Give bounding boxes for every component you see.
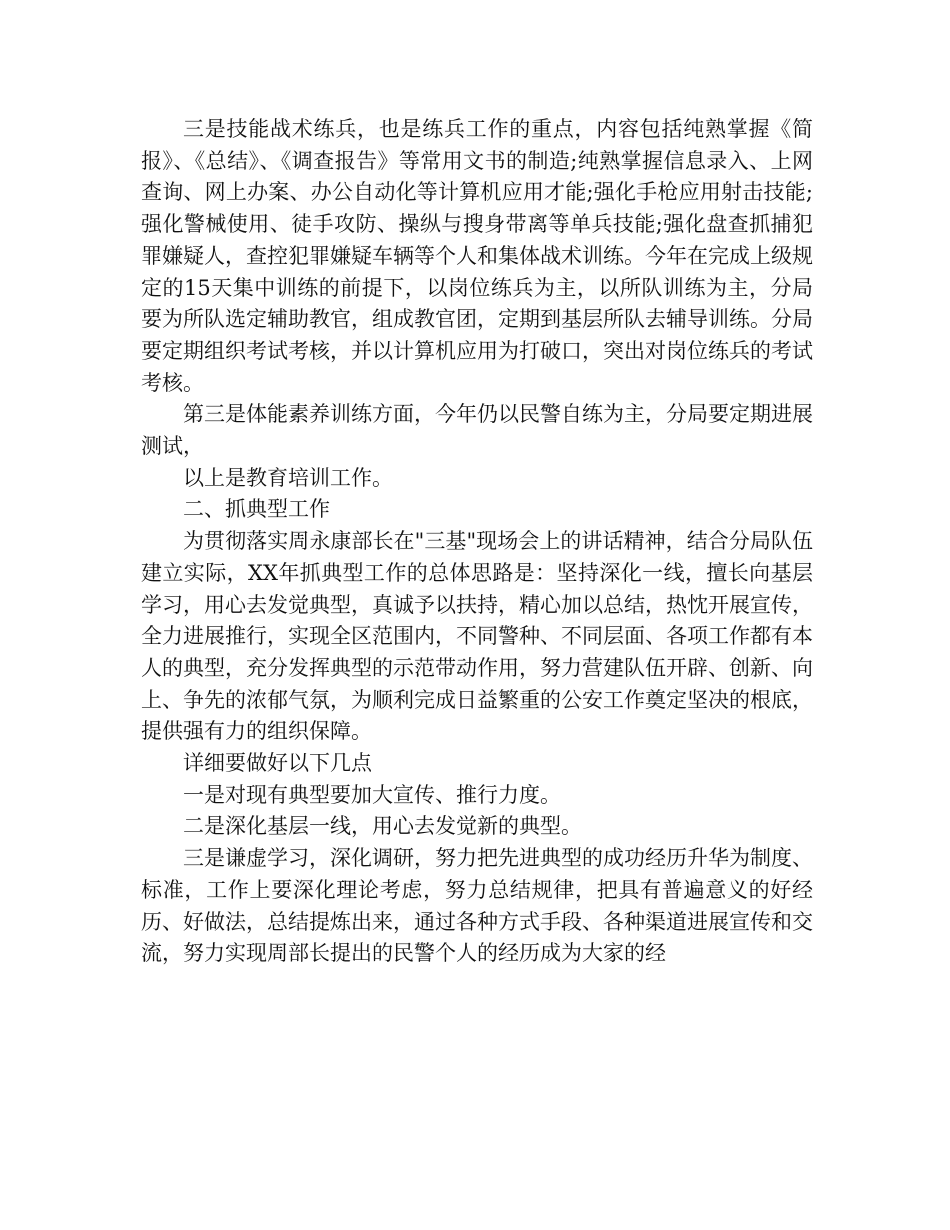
paragraph-skills-training: 三是技能战术练兵，也是练兵工作的重点，内容包括纯熟掌握《简报》、《总结》、《调查报告》等常用文书的制造;纯熟掌握信息录入、上网查询、网上办案、办公自动化等计算机应用才能;强化手枪应用射击技能;强化警械使用、徒手攻防、操纵与搜身带离等单兵技能;强化盘查抓捕犯罪嫌疑人，查控犯罪嫌疑车辆等个人和集体战术训练。今年在完成上级规定的15天集中训练的前提下，以岗位练兵为主，以所队训练为主，分局要为所队选定辅助教官，组成教官团，定期到基层所队去辅导训练。分局要定期组织考试考核，并以计算机应用为打破口，突出对岗位练兵的考试考核。	[141, 117, 813, 395]
section-heading-typical-work: 二、抓典型工作	[183, 497, 330, 522]
paragraph-physical-training: 第三是体能素养训练方面，今年仍以民警自练为主，分局要定期进展测试，	[141, 402, 813, 459]
paragraph-point-two: 二是深化基层一线，用心去发觉新的典型。	[183, 814, 582, 839]
paragraph-point-three: 三是谦虚学习，深化调研，努力把先进典型的成功经历升华为制度、标准，工作上要深化理论考虑，努力总结规律，把具有普遍意义的好经历、好做法，总结提炼出来，通过各种方式手段、各种渠道进展宣传和交流，努力实现周部长提出的民警个人的经历成为大家的经	[141, 846, 813, 966]
paragraph-typical-work-overview: 为贯彻落实周永康部长在"三基"现场会上的讲话精神，结合分局队伍建立实际，XX年抓典型工作的总体思路是：坚持深化一线，擅长向基层学习，用心去发觉典型，真诚予以扶持，精心加以总结，热忱开展宣传，全力进展推行，实现全区范围内，不同警种、不同层面、各项工作都有本人的典型，充分发挥典型的示范带动作用，努力营建队伍开辟、创新、向上、争先的浓郁气氛，为顺利完成日益繁重的公安工作奠定坚决的根底，提供强有力的组织保障。	[141, 529, 813, 744]
paragraph-detail-intro: 详细要做好以下几点	[183, 751, 372, 776]
document-body	[141, 114, 813, 970]
paragraph-education-summary: 以上是教育培训工作。	[183, 465, 393, 490]
paragraph-point-one: 一是对现有典型要加大宣传、推行力度。	[183, 782, 561, 807]
